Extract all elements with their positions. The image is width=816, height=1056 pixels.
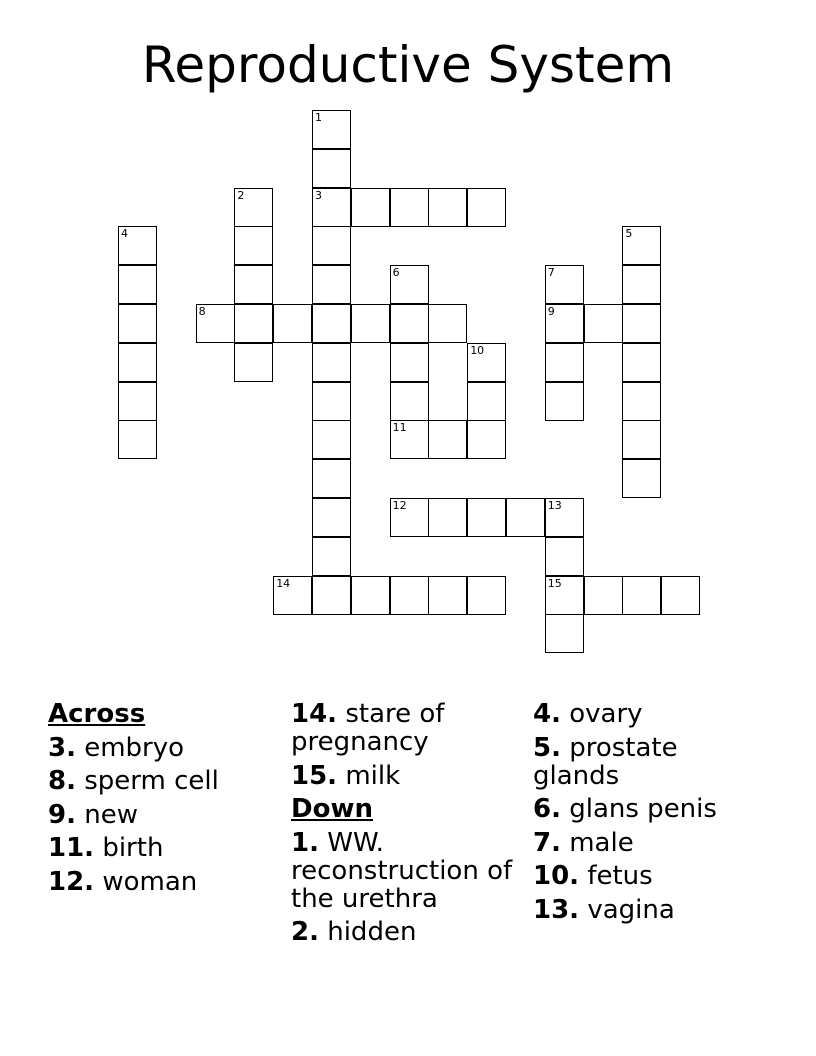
clue-item	[48, 834, 280, 862]
clue-item-text: embryo	[84, 732, 185, 763]
grid-cell[interactable]	[118, 382, 157, 421]
grid-cell[interactable]	[118, 265, 157, 304]
clue-number: 7	[547, 266, 555, 280]
grid-cell[interactable]	[545, 304, 584, 343]
grid-cell[interactable]	[234, 343, 273, 382]
grid-cell[interactable]	[622, 420, 661, 459]
grid-cell[interactable]	[351, 188, 390, 227]
grid-cell[interactable]	[467, 382, 506, 421]
grid-cell[interactable]	[545, 343, 584, 382]
clue-number: 12	[392, 499, 407, 512]
grid-cell[interactable]	[390, 498, 429, 537]
grid-cell[interactable]	[118, 343, 157, 382]
grid-cell[interactable]	[390, 265, 429, 304]
clue-number: 2	[237, 188, 245, 202]
grid-cell[interactable]	[312, 110, 351, 149]
clue-number: 4	[121, 227, 128, 241]
clue-item-text: woman	[102, 866, 198, 897]
clue-item	[291, 762, 523, 790]
grid-cell[interactable]	[622, 382, 661, 421]
grid-cell[interactable]	[622, 265, 661, 304]
clue-item	[533, 795, 765, 823]
page-title: Reproductive System	[141, 36, 675, 94]
clue-item	[48, 734, 280, 762]
grid-cell[interactable]	[390, 343, 429, 382]
clue-item	[533, 700, 765, 728]
grid-cell[interactable]	[312, 343, 351, 382]
grid-cell[interactable]	[390, 188, 429, 227]
clue-item-number: 2.	[291, 917, 319, 947]
clue-item	[533, 896, 765, 924]
clue-item-number: 3.	[48, 732, 76, 763]
grid-cell[interactable]	[467, 420, 506, 459]
grid-cell[interactable]	[234, 188, 273, 227]
clue-item-number: 4.	[533, 699, 561, 729]
grid-cell[interactable]	[545, 614, 584, 653]
grid-cell[interactable]	[545, 382, 584, 421]
clue-item-text: milk	[345, 760, 401, 791]
grid-cell[interactable]	[312, 459, 351, 498]
grid-cell[interactable]	[661, 576, 700, 615]
grid-cell[interactable]	[467, 498, 506, 537]
grid-cell[interactable]	[312, 537, 351, 576]
grid-cell[interactable]	[312, 149, 351, 188]
grid-cell[interactable]	[467, 188, 506, 227]
down-heading: Down	[291, 794, 373, 824]
grid-cell[interactable]	[545, 537, 584, 576]
grid-cell[interactable]	[428, 304, 467, 343]
grid-cell[interactable]	[118, 226, 157, 265]
across-heading: Across	[48, 699, 146, 729]
clue-column-3	[533, 700, 765, 929]
clue-item	[48, 868, 280, 896]
grid-cell[interactable]	[545, 576, 584, 615]
clue-number: 1	[315, 111, 322, 124]
grid-cell[interactable]	[622, 226, 661, 265]
grid-cell[interactable]	[234, 304, 273, 343]
grid-cell[interactable]	[622, 343, 661, 382]
clue-number: 14	[276, 576, 291, 590]
grid-cell[interactable]	[196, 304, 235, 343]
grid-cell[interactable]	[545, 265, 584, 304]
grid-cell[interactable]	[390, 304, 429, 343]
clue-item-number: 13.	[533, 894, 580, 925]
clue-number: 13	[547, 499, 562, 512]
clue-item-text: sperm cell	[84, 766, 219, 796]
clue-item-number: 1.	[291, 827, 319, 858]
grid-cell[interactable]	[234, 265, 273, 304]
grid-cell[interactable]	[312, 304, 351, 343]
grid-cell[interactable]	[622, 304, 661, 343]
grid-cell[interactable]	[622, 459, 661, 498]
clue-column-2	[291, 700, 523, 952]
clue-item-text: WW. reconstruction of the urethra	[291, 827, 513, 914]
clue-item-number: 5.	[533, 732, 561, 763]
clue-item-text: fetus	[587, 861, 653, 891]
clue-number: 9	[547, 305, 555, 318]
clue-item	[291, 700, 523, 756]
grid-cell[interactable]	[273, 304, 312, 343]
clue-item-text: male	[569, 827, 634, 858]
clue-item-number: 12.	[48, 866, 95, 897]
clue-item	[291, 829, 523, 913]
clue-item-text: glans penis	[569, 794, 717, 824]
clue-item-text: ovary	[569, 699, 643, 729]
clue-item-text: prostate glands	[533, 732, 678, 791]
clue-number: 15	[547, 576, 562, 590]
grid-cell[interactable]	[312, 498, 351, 537]
clue-item-text: hidden	[327, 917, 417, 947]
grid-cell[interactable]	[118, 304, 157, 343]
grid-cell[interactable]	[545, 498, 584, 537]
clue-item-number: 10.	[533, 861, 580, 891]
grid-cell[interactable]	[390, 576, 429, 615]
grid-cell[interactable]	[234, 226, 273, 265]
clue-item-text: stare of pregnancy	[291, 699, 445, 757]
clue-number: 8	[198, 305, 206, 318]
grid-cell[interactable]	[312, 188, 351, 227]
grid-cell[interactable]	[467, 576, 506, 615]
clue-number: 10	[470, 343, 485, 357]
clue-item	[533, 829, 765, 857]
grid-cell[interactable]	[312, 420, 351, 459]
grid-cell[interactable]	[467, 343, 506, 382]
grid-cell[interactable]	[351, 576, 390, 615]
clue-item-text: birth	[102, 833, 164, 863]
clue-item	[291, 918, 523, 946]
clue-item-number: 7.	[533, 827, 561, 858]
clue-item-number: 8.	[48, 766, 76, 796]
clue-number: 5	[625, 227, 633, 241]
clue-item	[533, 862, 765, 890]
clue-item-number: 9.	[48, 799, 76, 830]
clue-item-text: vagina	[587, 894, 675, 925]
clue-item-number: 14.	[291, 699, 338, 729]
grid-cell[interactable]	[584, 304, 623, 343]
clue-number: 6	[392, 266, 400, 280]
grid-cell[interactable]	[428, 188, 467, 227]
grid-cell[interactable]	[428, 498, 467, 537]
clue-item-number: 6.	[533, 794, 561, 824]
grid-cell[interactable]	[273, 576, 312, 615]
clue-item	[533, 734, 765, 790]
grid-cell[interactable]	[506, 498, 545, 537]
grid-cell[interactable]	[118, 420, 157, 459]
grid-cell[interactable]	[312, 265, 351, 304]
clue-item	[48, 801, 280, 829]
grid-cell[interactable]	[390, 420, 429, 459]
clue-item-number: 11.	[48, 833, 95, 863]
clue-item-text: new	[84, 799, 138, 830]
grid-cell[interactable]	[622, 576, 661, 615]
grid-cell[interactable]	[312, 576, 351, 615]
clue-number: 11	[392, 421, 407, 435]
clue-column-1	[48, 700, 280, 901]
clue-item-number: 15.	[291, 760, 338, 791]
clue-item	[48, 767, 280, 795]
grid-cell[interactable]	[584, 576, 623, 615]
clue-number: 3	[315, 188, 322, 202]
grid-cell[interactable]	[428, 576, 467, 615]
grid-cell[interactable]	[351, 304, 390, 343]
grid-cell[interactable]	[390, 382, 429, 421]
grid-cell[interactable]	[312, 226, 351, 265]
grid-cell[interactable]	[312, 382, 351, 421]
grid-cell[interactable]	[428, 420, 467, 459]
